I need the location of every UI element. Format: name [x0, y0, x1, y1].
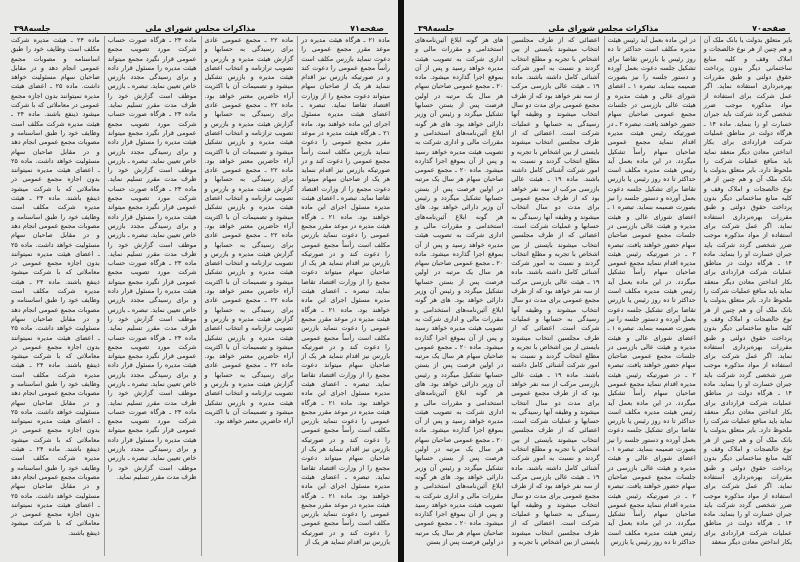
column-text: اعضائی که از طرف مجلسین انتخاب میشوند بایستی از بین اشخاص با تجربه و مطلع انتخاب گردند و نسبت به امور شرکت آشنائی کامل داشته باشند. ماده ۱۹ ـ هیئت عالی بازرسی مرکب از سه نفر خواهد بود که از طرف مجمع عمومی برای مدت دو سال انتخاب میشوند و وظیفه آنها رسیدگی به حسابها و عملیات شرکت است. اعضائی که از طرف مجلسین انتخاب میشوند بایستی از بین اشخاص با تجربه و مطلع انتخاب گردند و نسبت به امور شرکت آشنائی کامل داشته باشند. ماده ۱۹ ـ هیئت عالی بازرسی مرکب از سه نفر خواهد بود که از طرف مجمع عمومی برای مدت دو سال انتخاب میشوند و وظیفه آنها رسیدگی به حسابها و عملیات شرکت است. اعضائی که از طرف مجلسین انتخاب میشوند بایستی از بین اشخاص با تجربه و مطلع انتخاب گردند و نسبت به امور شرکت آشنائی کامل داشته باشند. ماده ۱۹ ـ هیئت عالی بازرسی مرکب از سه نفر خواهد بود که از طرف مجمع عمومی برای مدت دو سال انتخاب میشوند و وظیفه آنها رسیدگی به حسابها و عملیات شرکت است. اعضائی که از طرف مجلسین انتخاب میشوند بایستی از بین اشخاص با تجربه و مطلع انتخاب گردند و نسبت به امور شرکت آشنائی کامل داشته باشند. ماده ۱۹ ـ هیئت عالی بازرسی مرکب از سه نفر خواهد بود که از طرف مجمع عمومی برای مدت دو سال انتخاب میشوند و وظیفه آنها رسیدگی به حسابها و عملیات شرکت است. اعضائی که از طرف مجلسین انتخاب میشوند بایستی از بین اشخاص با تجربه و مطلع انتخاب گردند و نسبت به امور شرکت آشنائی کامل داشته باشند. ماده ۱۹ ـ هیئت عالی بازرسی مرکب از سه نفر خواهد بود که از طرف مجمع عمومی برای مدت دو سال انتخاب میشوند و وظیفه آنها رسیدگی به حسابها و عملیات شرکت است. اعضائی که از طرف مجلسین انتخاب میشوند بایستی از بین اشخاص با تجربه و [511, 36, 600, 547]
text-columns [412, 36, 792, 556]
text-column [412, 36, 503, 556]
page-header [414, 19, 790, 34]
right-page [404, 0, 800, 562]
publication-title: مذاکرات مجلس شورای ملی [548, 24, 659, 33]
text-column [201, 36, 294, 556]
page-number: صفحه۷۰ [752, 24, 786, 33]
page-number: صفحه۷۱ [350, 24, 384, 33]
text-column [297, 36, 390, 556]
text-column [8, 36, 100, 556]
text-column [104, 36, 197, 556]
column-text: بایر متعلق بدولت یا بانک ملک آن و هم چنین از هر نوع خالصجات و املاک وقف و کلیه منابع ساختمانی دیگر بدون پرداخت حقوق دولتی و طبق مقررات بهره‌برداری استفاده نماید. اگر عمل شرکت برای استفاده از مواد مذکوره موجب ضرر شخصی گردد شرکت باید جبران خسارت او را بنماید. ماده ۱۴ ـ هرگاه دولت در مناطق عملیات شرکت قراردادی برای بکار انداختن معادن دیگر منعقد نماید باید منافع عملیات شرکت را ملحوظ دارد. بایر متعلق بدولت یا بانک ملک آن و هم چنین از هر نوع خالصجات و املاک وقف و کلیه منابع ساختمانی دیگر بدون پرداخت حقوق دولتی و طبق مقررات بهره‌برداری استفاده نماید. اگر عمل شرکت برای استفاده از مواد مذکوره موجب ضرر شخصی گردد شرکت باید جبران خسارت او را بنماید. ماده ۱۴ ـ هرگاه دولت در مناطق عملیات شرکت قراردادی برای بکار انداختن معادن دیگر منعقد نماید باید منافع عملیات شرکت را ملحوظ دارد. بایر متعلق بدولت یا بانک ملک آن و هم چنین از هر نوع خالصجات و املاک وقف و کلیه منابع ساختمانی دیگر بدون پرداخت حقوق دولتی و طبق مقررات بهره‌برداری استفاده نماید. اگر عمل شرکت برای استفاده از مواد مذکوره موجب ضرر شخصی گردد شرکت باید جبران خسارت او را بنماید. ماده ۱۴ ـ هرگاه دولت در مناطق عملیات شرکت قراردادی برای بکار انداختن معادن دیگر منعقد نماید باید منافع عملیات شرکت را ملحوظ دارد. بایر متعلق بدولت یا بانک ملک آن و هم چنین از هر نوع خالصجات و املاک وقف و کلیه منابع ساختمانی دیگر بدون پرداخت حقوق دولتی و طبق مقررات بهره‌برداری استفاده نماید. اگر عمل شرکت برای استفاده از مواد مذکوره موجب ضرر شخصی گردد شرکت باید جبران خسارت او را بنماید. ماده ۱۴ ـ هرگاه دولت در مناطق عملیات شرکت قراردادی برای بکار انداختن معادن دیگر منعقد [703, 36, 792, 547]
column-text: ماده ۲۱ ـ هرگاه هیئت مدیره در موعد مقرر مجمع عمومی را دعوت ننماید بازرس مکلف است رأساً مجمع عمومی را دعوت کند و در صورتیکه بازرس نیز اقدام ننماید هر یک از صاحبان سهام میتواند دعوت مجمع را از وزارت اقتصاد تقاضا نماید. تبصره ـ اعضای هیئت مدیره مسئول اجرای این ماده خواهند بود. ماده ۲۱ ـ هرگاه هیئت مدیره در موعد مقرر مجمع عمومی را دعوت ننماید بازرس مکلف است رأساً مجمع عمومی را دعوت کند و در صورتیکه بازرس نیز اقدام ننماید هر یک از صاحبان سهام میتواند دعوت مجمع را از وزارت اقتصاد تقاضا نماید. تبصره ـ اعضای هیئت مدیره مسئول اجرای این ماده خواهند بود. ماده ۲۱ ـ هرگاه هیئت مدیره در موعد مقرر مجمع عمومی را دعوت ننماید بازرس مکلف است رأساً مجمع عمومی را دعوت کند و در صورتیکه بازرس نیز اقدام ننماید هر یک از صاحبان سهام میتواند دعوت مجمع را از وزارت اقتصاد تقاضا نماید. تبصره ـ اعضای هیئت مدیره مسئول اجرای این ماده خواهند بود. ماده ۲۱ ـ هرگاه هیئت مدیره در موعد مقرر مجمع عمومی را دعوت ننماید بازرس مکلف است رأساً مجمع عمومی را دعوت کند و در صورتیکه بازرس نیز اقدام ننماید هر یک از صاحبان سهام میتواند دعوت مجمع را از وزارت اقتصاد تقاضا نماید. تبصره ـ اعضای هیئت مدیره مسئول اجرای این ماده خواهند بود. ماده ۲۱ ـ هرگاه هیئت مدیره در موعد مقرر مجمع عمومی را دعوت ننماید بازرس مکلف است رأساً مجمع عمومی را دعوت کند و در صورتیکه بازرس نیز اقدام ننماید هر یک از صاحبان سهام میتواند دعوت مجمع را از وزارت اقتصاد تقاضا نماید. تبصره ـ اعضای هیئت مدیره مسئول اجرای این ماده خواهند بود. ماده ۲۱ ـ هرگاه هیئت مدیره در موعد مقرر مجمع عمومی را دعوت ننماید بازرس مکلف است رأساً مجمع عمومی را دعوت کند و در صورتیکه بازرس نیز اقدام ننماید هر یک از [301, 36, 391, 547]
left-page [0, 0, 398, 562]
page-header [10, 19, 388, 34]
session-number: جلسه۳۹۸ [418, 24, 455, 33]
publication-title: مذاکرات مجلس شورای ملی [145, 24, 256, 33]
column-text: ماده ۲۳ ـ هرگاه صورت حساب شرکت مورد تصویب مجمع عمومی قرار نگیرد مجمع میتواند هیئت مدیره را مسئول قرار داده و برای رسیدگی مجدد بازرس خاص تعیین نماید. تبصره ـ بازرس موظف است گزارش خود را ظرف مدت مقرر تسلیم نماید. ماده ۲۳ ـ هرگاه صورت حساب شرکت مورد تصویب مجمع عمومی قرار نگیرد مجمع میتواند هیئت مدیره را مسئول قرار داده و برای رسیدگی مجدد بازرس خاص تعیین نماید. تبصره ـ بازرس موظف است گزارش خود را ظرف مدت مقرر تسلیم نماید. ماده ۲۳ ـ هرگاه صورت حساب شرکت مورد تصویب مجمع عمومی قرار نگیرد مجمع میتواند هیئت مدیره را مسئول قرار داده و برای رسیدگی مجدد بازرس خاص تعیین نماید. تبصره ـ بازرس موظف است گزارش خود را ظرف مدت مقرر تسلیم نماید. ماده ۲۳ ـ هرگاه صورت حساب شرکت مورد تصویب مجمع عمومی قرار نگیرد مجمع میتواند هیئت مدیره را مسئول قرار داده و برای رسیدگی مجدد بازرس خاص تعیین نماید. تبصره ـ بازرس موظف است گزارش خود را ظرف مدت مقرر تسلیم نماید. ماده ۲۳ ـ هرگاه صورت حساب شرکت مورد تصویب مجمع عمومی قرار نگیرد مجمع میتواند هیئت مدیره را مسئول قرار داده و برای رسیدگی مجدد بازرس خاص تعیین نماید. تبصره ـ بازرس موظف است گزارش خود را ظرف مدت مقرر تسلیم نماید. ماده ۲۳ ـ هرگاه صورت حساب شرکت مورد تصویب مجمع عمومی قرار نگیرد مجمع میتواند هیئت مدیره را مسئول قرار داده و برای رسیدگی مجدد بازرس خاص تعیین نماید. تبصره ـ بازرس موظف است گزارش خود را ظرف مدت مقرر تسلیم نماید. [107, 36, 197, 481]
text-column [507, 36, 599, 556]
text-columns [8, 36, 390, 556]
text-column [604, 36, 696, 556]
column-text: در این ماده بعمل آید رئیس هیئت مدیره مکلف است حداکثر تا ده روز رئیس یا بازرس تقاضا برای تشکیل جلسه دعوت بعمل آورده و دستور جلسه را نیز بصورت ضمیمه بنماید. تبصره ۱ ـ اعضای شورای عالی و هیئت مدیره و هیئت عالی بازرسی در جلسات مجمع عمومی صاحبان سهام حضور خواهند یافت. تبصره ۲ ـ در صورتیکه رئیس هیئت مدیره اقدام ننماید مجمع عمومی صاحبان سهام رأساً تشکیل میگردد. در این ماده بعمل آید رئیس هیئت مدیره مکلف است حداکثر تا ده روز رئیس یا بازرس تقاضا برای تشکیل جلسه دعوت بعمل آورده و دستور جلسه را نیز بصورت ضمیمه بنماید. تبصره ۱ ـ اعضای شورای عالی و هیئت مدیره و هیئت عالی بازرسی در جلسات مجمع عمومی صاحبان سهام حضور خواهند یافت. تبصره ۲ ـ در صورتیکه رئیس هیئت مدیره اقدام ننماید مجمع عمومی صاحبان سهام رأساً تشکیل میگردد. در این ماده بعمل آید رئیس هیئت مدیره مکلف است حداکثر تا ده روز رئیس یا بازرس تقاضا برای تشکیل جلسه دعوت بعمل آورده و دستور جلسه را نیز بصورت ضمیمه بنماید. تبصره ۱ ـ اعضای شورای عالی و هیئت مدیره و هیئت عالی بازرسی در جلسات مجمع عمومی صاحبان سهام حضور خواهند یافت. تبصره ۲ ـ در صورتیکه رئیس هیئت مدیره اقدام ننماید مجمع عمومی صاحبان سهام رأساً تشکیل میگردد. در این ماده بعمل آید رئیس هیئت مدیره مکلف است حداکثر تا ده روز رئیس یا بازرس تقاضا برای تشکیل جلسه دعوت بعمل آورده و دستور جلسه را نیز بصورت ضمیمه بنماید. تبصره ۱ ـ اعضای شورای عالی و هیئت مدیره و هیئت عالی بازرسی در جلسات مجمع عمومی صاحبان سهام حضور خواهند یافت. تبصره ۲ ـ در صورتیکه رئیس هیئت مدیره اقدام ننماید مجمع عمومی صاحبان سهام رأساً تشکیل میگردد. در این ماده بعمل آید رئیس هیئت مدیره مکلف است حداکثر تا ده روز رئیس یا بازرس [607, 36, 696, 547]
page-gutter [398, 0, 404, 562]
column-text: های هر گونه ابلاغ آئین‌نامه‌های استخدامی و مقررات مالی و اداری شرکت به تصویب هیئت مدیره خواهد رسید و پس از آن بموقع اجرا گذارده میشود. ماده ۲۰ ـ مجمع عمومی صاحبان سهام هر سال یک مرتبه در اولین فرصت پس از بستن حسابها تشکیل میگردد و رئیس آن وزیر دارائی خواهد بود. های هر گونه ابلاغ آئین‌نامه‌های استخدامی و مقررات مالی و اداری شرکت به تصویب هیئت مدیره خواهد رسید و پس از آن بموقع اجرا گذارده میشود. ماده ۲۰ ـ مجمع عمومی صاحبان سهام هر سال یک مرتبه در اولین فرصت پس از بستن حسابها تشکیل میگردد و رئیس آن وزیر دارائی خواهد بود. های هر گونه ابلاغ آئین‌نامه‌های استخدامی و مقررات مالی و اداری شرکت به تصویب هیئت مدیره خواهد رسید و پس از آن بموقع اجرا گذارده میشود. ماده ۲۰ ـ مجمع عمومی صاحبان سهام هر سال یک مرتبه در اولین فرصت پس از بستن حسابها تشکیل میگردد و رئیس آن وزیر دارائی خواهد بود. های هر گونه ابلاغ آئین‌نامه‌های استخدامی و مقررات مالی و اداری شرکت به تصویب هیئت مدیره خواهد رسید و پس از آن بموقع اجرا گذارده میشود. ماده ۲۰ ـ مجمع عمومی صاحبان سهام هر سال یک مرتبه در اولین فرصت پس از بستن حسابها تشکیل میگردد و رئیس آن وزیر دارائی خواهد بود. های هر گونه ابلاغ آئین‌نامه‌های استخدامی و مقررات مالی و اداری شرکت به تصویب هیئت مدیره خواهد رسید و پس از آن بموقع اجرا گذارده میشود. ماده ۲۰ ـ مجمع عمومی صاحبان سهام هر سال یک مرتبه در اولین فرصت پس از بستن حسابها تشکیل میگردد و رئیس آن وزیر دارائی خواهد بود. های هر گونه ابلاغ آئین‌نامه‌های استخدامی و مقررات مالی و اداری شرکت به تصویب هیئت مدیره خواهد رسید و پس از آن بموقع اجرا گذارده میشود. ماده ۲۰ ـ مجمع عمومی صاحبان سهام هر سال یک مرتبه در اولین فرصت پس از بستن [415, 36, 504, 547]
session-number: جلسه۳۹۸ [14, 24, 51, 33]
column-text: ماده ۲۴ ـ هیئت مدیره شرکت مکلف است وظایف خود را طبق اساسنامه و مصوبات مجمع عمومی انجام دهد و در مقابل صاحبان سهام مسئولیت خواهد داشت. ماده ۲۵ ـ اعضای هیئت مدیره نمیتوانند بدون اجازه مجمع عمومی در معاملاتی که با شرکت میشود ذینفع باشند. ماده ۲۴ ـ هیئت مدیره شرکت مکلف است وظایف خود را طبق اساسنامه و مصوبات مجمع عمومی انجام دهد و در مقابل صاحبان سهام مسئولیت خواهد داشت. ماده ۲۵ ـ اعضای هیئت مدیره نمیتوانند بدون اجازه مجمع عمومی در معاملاتی که با شرکت میشود ذینفع باشند. ماده ۲۴ ـ هیئت مدیره شرکت مکلف است وظایف خود را طبق اساسنامه و مصوبات مجمع عمومی انجام دهد و در مقابل صاحبان سهام مسئولیت خواهد داشت. ماده ۲۵ ـ اعضای هیئت مدیره نمیتوانند بدون اجازه مجمع عمومی در معاملاتی که با شرکت میشود ذینفع باشند. ماده ۲۴ ـ هیئت مدیره شرکت مکلف است وظایف خود را طبق اساسنامه و مصوبات مجمع عمومی انجام دهد و در مقابل صاحبان سهام مسئولیت خواهد داشت. ماده ۲۵ ـ اعضای هیئت مدیره نمیتوانند بدون اجازه مجمع عمومی در معاملاتی که با شرکت میشود ذینفع باشند. ماده ۲۴ ـ هیئت مدیره شرکت مکلف است وظایف خود را طبق اساسنامه و مصوبات مجمع عمومی انجام دهد و در مقابل صاحبان سهام مسئولیت خواهد داشت. ماده ۲۵ ـ اعضای هیئت مدیره نمیتوانند بدون اجازه مجمع عمومی در معاملاتی که با شرکت میشود ذینفع باشند. ماده ۲۴ ـ هیئت مدیره شرکت مکلف است وظایف خود را طبق اساسنامه و مصوبات مجمع عمومی انجام دهد و در مقابل صاحبان سهام مسئولیت خواهد داشت. ماده ۲۵ ـ اعضای هیئت مدیره نمیتوانند بدون اجازه مجمع عمومی در معاملاتی که با شرکت میشود ذینفع باشند. [11, 36, 100, 537]
text-column [700, 36, 792, 556]
column-text: ماده ۲۲ ـ مجمع عمومی عادی برای رسیدگی به حسابها و گزارش هیئت مدیره و بازرس و تصویب ترازنامه و انتخاب اعضای هیئت مدیره و بازرس تشکیل میشود و تصمیمات آن با اکثریت آراء حاضرین معتبر خواهد بود. ماده ۲۲ ـ مجمع عمومی عادی برای رسیدگی به حسابها و گزارش هیئت مدیره و بازرس و تصویب ترازنامه و انتخاب اعضای هیئت مدیره و بازرس تشکیل میشود و تصمیمات آن با اکثریت آراء حاضرین معتبر خواهد بود. ماده ۲۲ ـ مجمع عمومی عادی برای رسیدگی به حسابها و گزارش هیئت مدیره و بازرس و تصویب ترازنامه و انتخاب اعضای هیئت مدیره و بازرس تشکیل میشود و تصمیمات آن با اکثریت آراء حاضرین معتبر خواهد بود. ماده ۲۲ ـ مجمع عمومی عادی برای رسیدگی به حسابها و گزارش هیئت مدیره و بازرس و تصویب ترازنامه و انتخاب اعضای هیئت مدیره و بازرس تشکیل میشود و تصمیمات آن با اکثریت آراء حاضرین معتبر خواهد بود. ماده ۲۲ ـ مجمع عمومی عادی برای رسیدگی به حسابها و گزارش هیئت مدیره و بازرس و تصویب ترازنامه و انتخاب اعضای هیئت مدیره و بازرس تشکیل میشود و تصمیمات آن با اکثریت آراء حاضرین معتبر خواهد بود. ماده ۲۲ ـ مجمع عمومی عادی برای رسیدگی به حسابها و گزارش هیئت مدیره و بازرس و تصویب ترازنامه و انتخاب اعضای هیئت مدیره و بازرس تشکیل میشود و تصمیمات آن با اکثریت آراء حاضرین معتبر خواهد بود. [204, 36, 294, 426]
